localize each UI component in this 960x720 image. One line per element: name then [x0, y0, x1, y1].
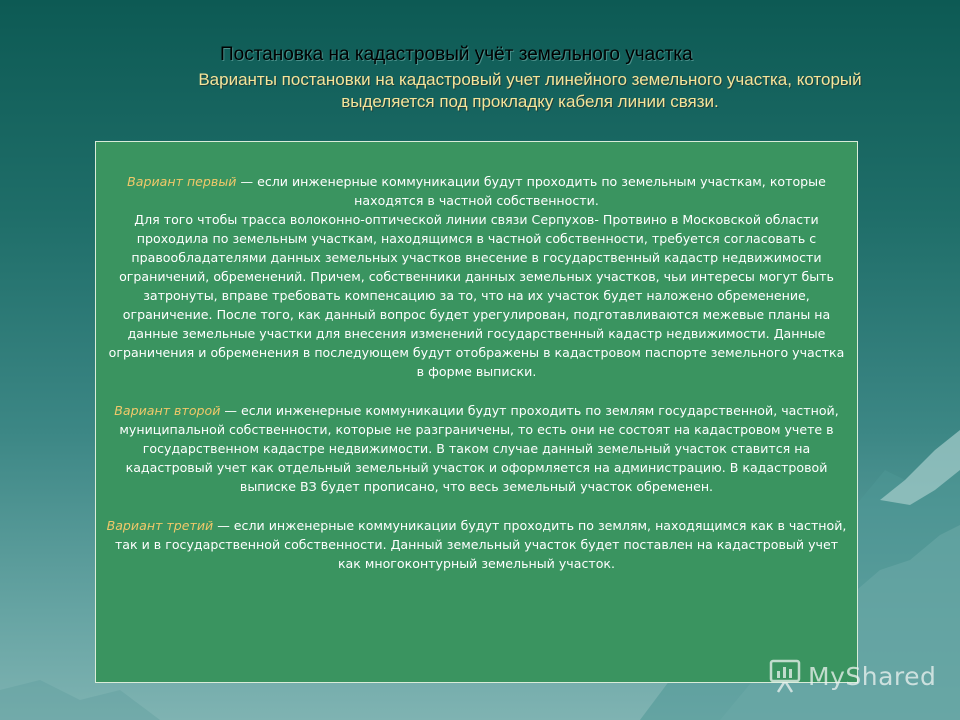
- content-box: [95, 141, 858, 683]
- variant-third-lead: Вариант третий: [106, 518, 214, 533]
- variant-third-text: — если инженерные коммуникации будут проходить по землям, находящимся как в частной, так и в государственной собственности. Данный земельный участок будет поставлен на кадастровый учет как многоконтурный земельный участок.: [114, 518, 847, 571]
- watermark-logo: [768, 656, 936, 696]
- variant-first-lead: Вариант первый: [127, 174, 237, 189]
- slide-subtitle: Варианты постановки на кадастровый учет линейного земельного участка, который выделяется под прокладку кабеля линии связи.: [198, 70, 862, 111]
- variant-first: [104, 172, 849, 381]
- variant-second: [104, 401, 849, 496]
- slide-title: Постановка на кадастровый учёт земельного участка: [220, 44, 693, 65]
- variant-second-lead: Вариант второй: [114, 403, 221, 418]
- variant-first-continuation: Для того чтобы трасса волоконно-оптической линии связи Серпухов- Протвино в Московской области проходила по земельным участкам, находящимся в частной собственности, требуется согласовать с правообладателями данных земельных участков внесение в государственный кадастр недвижимости ограничений, обременений. Причем, собственники данных земельных участков, чьи интересы могут быть затронуты, вправе требовать компенсацию за то, что на их участок будет наложено обременение, ограничение. После того, как данный вопрос будет урегулирован, подготавливаются межевые планы на данные земельные участки для внесения изменений государственный кадастр недвижимости. Данные ограничения и обременения в последующем будут отображены в кадастровом паспорте земельного участка в форме выписки.: [108, 212, 845, 379]
- presentation-board-icon: [768, 658, 802, 694]
- variant-first-text: — если инженерные коммуникации будут проходить по земельным участкам, которые находятся в частной собственности.: [236, 174, 826, 208]
- variant-third: [104, 516, 849, 573]
- variant-second-text: — если инженерные коммуникации будут проходить по землям государственной, частной, муниципальной собственности, которые не разграничены, то есть они не состоят на кадастровом учете в государственном кадастре недвижимости. В таком случае данный земельный участок ставится на кадастровый учет как отдельный земельный участок и оформляется на администрацию. В кадастровой выписке ВЗ будет прописано, что весь земельный участок обременен.: [119, 403, 839, 494]
- watermark-text: MyShared: [808, 661, 937, 691]
